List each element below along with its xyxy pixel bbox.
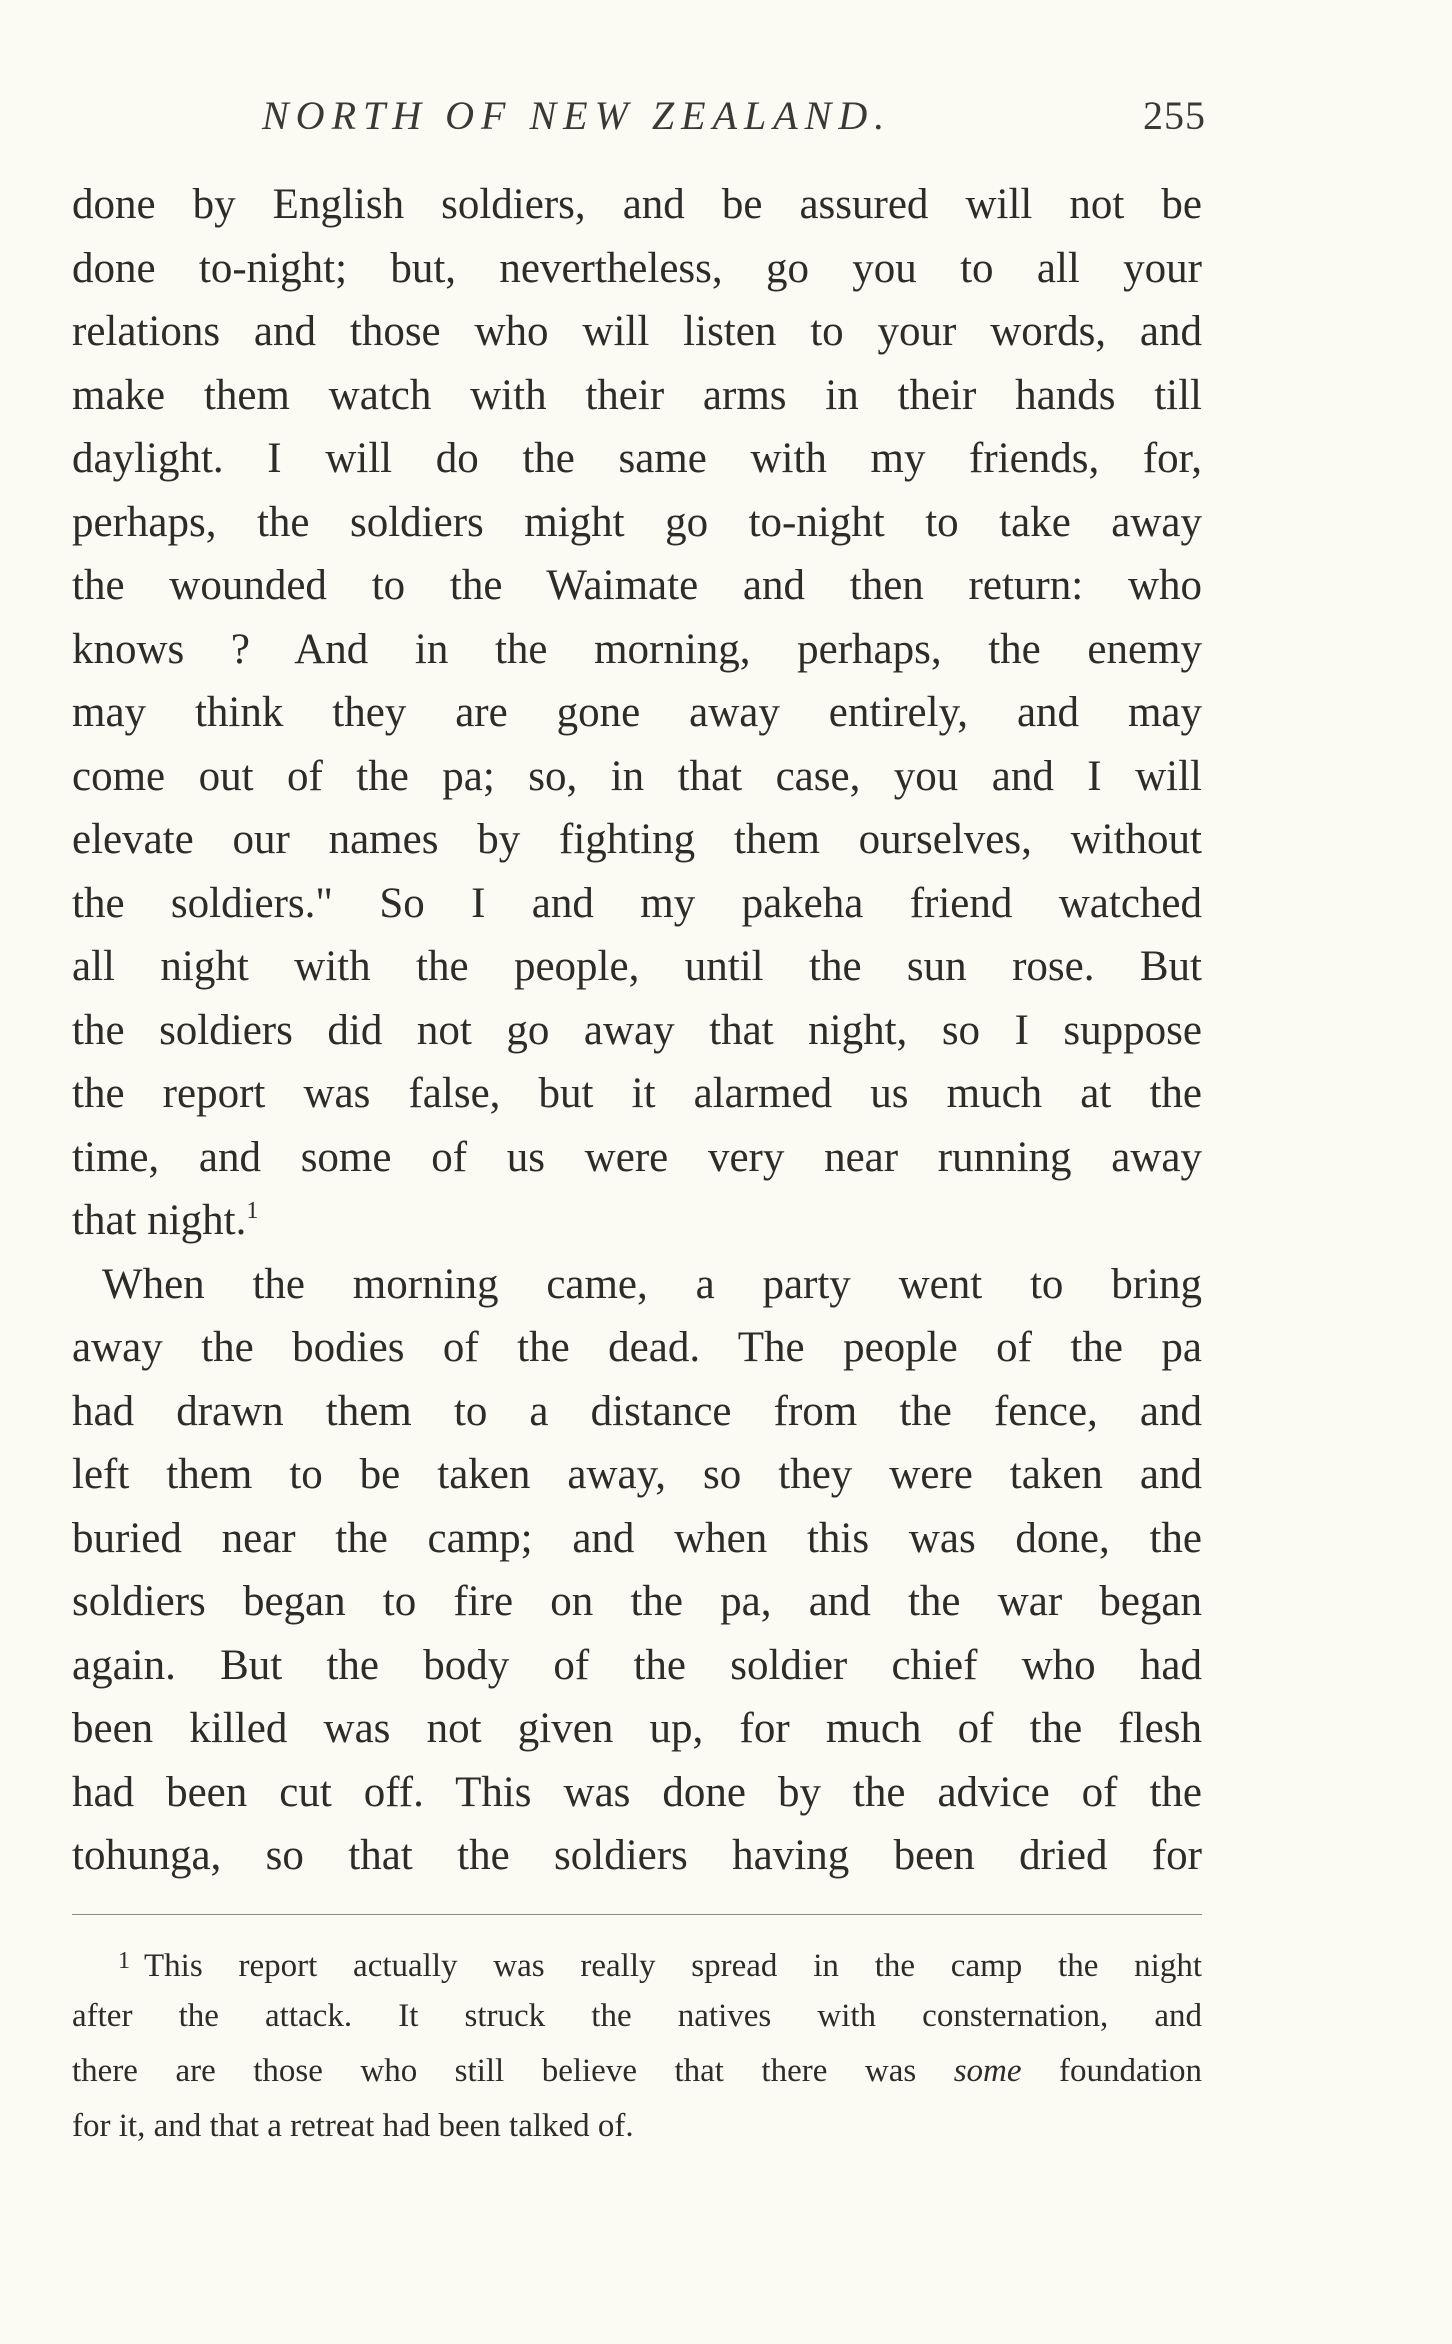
text-line: come out of the pa; so, in that case, you and I will <box>72 752 1202 800</box>
page-number: 255 <box>1143 93 1206 138</box>
text-line: relations and those who will listen to your words, and <box>72 308 1202 355</box>
text-line: buried near the camp; and when this was done, the <box>72 1514 1202 1562</box>
text-line: done to-night; but, nevertheless, go you to all your <box>72 244 1202 292</box>
text-line: elevate our names by fighting them ourselves, without <box>72 816 1202 863</box>
text-line: had drawn them to a distance from the fence, and <box>72 1387 1202 1435</box>
text-line: the report was false, but it alarmed us much at the <box>72 1070 1202 1117</box>
text-line: When the morning came, a party went to bring <box>102 1260 1202 1308</box>
text-line: the soldiers did not go away that night, so I suppose <box>72 1006 1202 1054</box>
footnote-divider <box>72 1914 1202 1915</box>
footnote <box>72 1934 1202 2154</box>
footnote-line: after the attack. It struck the natives with consternation, and <box>72 1998 1202 2034</box>
text-line: make them watch with their arms in their hands till <box>72 371 1202 419</box>
text-line: perhaps, the soldiers might go to-night to take away <box>72 498 1202 546</box>
text-line: tohunga, so that the soldiers having been dried for <box>72 1832 1202 1879</box>
running-head <box>72 92 1206 152</box>
text-line: been killed was not given up, for much of the flesh <box>72 1705 1202 1752</box>
footnote-line <box>72 1934 1202 1989</box>
text-line: all night with the people, until the sun rose. But <box>72 943 1202 990</box>
footnote-text: This report actually was really spread in the camp the night <box>144 1948 1202 1984</box>
footnote-line <box>72 2044 1202 2099</box>
text-line: knows ? And in the morning, perhaps, the enemy <box>72 625 1202 673</box>
text-line: done by English soldiers, and be assured will not be <box>72 181 1202 228</box>
text-line-paragraph-end <box>72 1189 1202 1253</box>
book-page <box>72 0 1206 2344</box>
text-line: that night. <box>72 1197 247 1244</box>
text-line: soldiers began to fire on the pa, and the war began <box>72 1578 1202 1625</box>
footnote-text: foundation <box>1021 2053 1202 2089</box>
text-line: again. But the body of the soldier chief who had <box>72 1641 1202 1689</box>
text-line: may think they are gone away entirely, and may <box>72 689 1202 736</box>
footnote-text: there are those who still believe that there was <box>72 2053 954 2089</box>
body-text <box>72 173 1202 1888</box>
footnote-marker: 1 <box>118 1948 130 1974</box>
text-line: the soldiers." So I and my pakeha friend watched <box>72 879 1202 927</box>
footnote-reference[interactable]: 1 <box>246 1198 259 1224</box>
text-line: away the bodies of the dead. The people of the pa <box>72 1324 1202 1371</box>
footnote-emphasis: some <box>953 2053 1022 2089</box>
footnote-line: for it, and that a retreat had been talked of. <box>72 2108 634 2144</box>
text-line: daylight. I will do the same with my friends, for, <box>72 435 1202 482</box>
text-line: left them to be taken away, so they were taken and <box>72 1451 1202 1498</box>
running-title: NORTH OF NEW ZEALAND. <box>262 93 892 138</box>
text-line: the wounded to the Waimate and then return: who <box>72 562 1202 609</box>
text-line: time, and some of us were very near running away <box>72 1133 1202 1181</box>
text-line: had been cut off. This was done by the advice of the <box>72 1768 1202 1816</box>
